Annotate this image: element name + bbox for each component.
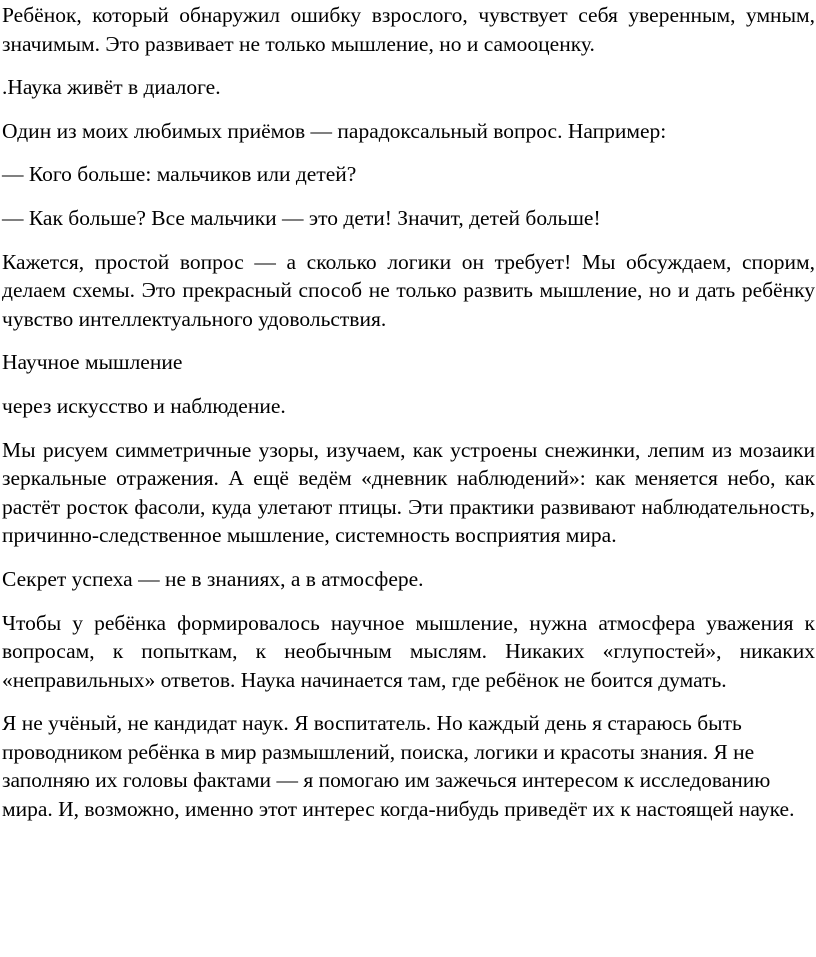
paragraph-scientific-thinking-heading: Научное мышление <box>2 350 183 375</box>
paragraph-paradox-question: Один из моих любимых приёмов — парадоксальный вопрос. Например: <box>2 118 667 143</box>
paragraph-practices: Мы рисуем симметричные узоры, изучаем, как устроены снежинки, лепим из мозаики зеркальные отражения. А ещё ведём «дневник наблюдений»: как меняется небо, как растёт росток фасоли, куда улетают птицы. Эти практики развивают наблюдательность, причинно-следственное мышление, системность восприятия мира. <box>2 437 815 548</box>
paragraph-educator: Я не учёный, не кандидат наук. Я воспитатель. Но каждый день я стараюсь быть проводником ребёнка в мир размышлений, поиска, логики и красоты знания. Я не заполняю их головы фактами — я помогаю им зажечься интересом к исследованию мира. И, возможно, именно этот интерес когда-нибудь приведёт их к настоящей науке. <box>2 711 795 822</box>
paragraph-child-confidence: Ребёнок, который обнаружил ошибку взрослого, чувствует себя уверенным, умным, значимым. Это развивает не только мышление, но и самооценку. <box>2 3 815 56</box>
paragraph-success-secret: Секрет успеха — не в знаниях, а в атмосфере. <box>2 566 424 591</box>
paragraph-art-observation-heading: через искусство и наблюдение. <box>2 393 286 418</box>
paragraph-atmosphere: Чтобы у ребёнка формировалось научное мышление, нужна атмосфера уважения к вопросам, к попыткам, к необычным мыслям. Никаких «глупостей», никаких «неправильных» ответов. Наука начинается там, где ребёнок не боится думать. <box>2 610 815 692</box>
paragraph-logic-discussion: Кажется, простой вопрос — а сколько логики он требует! Мы обсуждаем, спорим, делаем схемы. Это прекрасный способ не только развить мышление, но и дать ребёнку чувство интеллектуального удовольствия. <box>2 249 815 331</box>
paragraph-dialogue-answer: — Как больше? Все мальчики — это дети! Значит, детей больше! <box>2 205 601 230</box>
paragraph-science-dialogue: .Наука живёт в диалоге. <box>2 75 221 100</box>
paragraph-dialogue-question: — Кого больше: мальчиков или детей? <box>2 162 357 187</box>
